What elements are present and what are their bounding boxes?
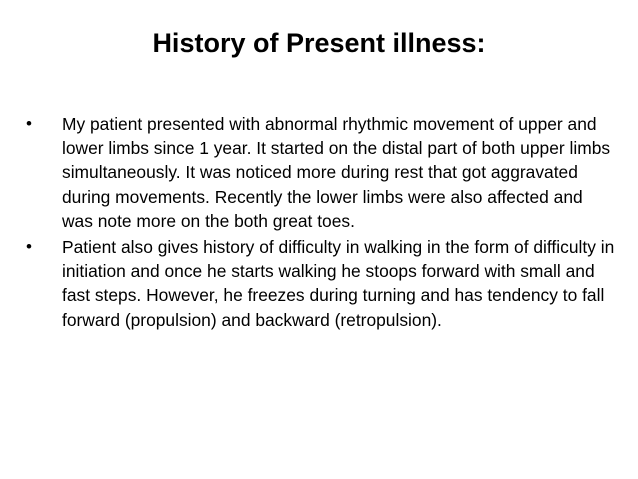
bullet-text: Patient also gives history of difficulty in walking in the form of difficulty in initiation and once he starts walking he stoops forward with small and fast steps. However, he freezes during turning and has tendency to fall forward (propulsion) and backward (retropulsion). [62,237,615,330]
bullet-dot-icon: • [26,237,32,257]
bullet-text: My patient presented with abnormal rhythmic movement of upper and lower limbs since 1 year. It started on the distal part of both upper limbs simultaneously. It was noticed more during rest that got aggravated during movements. Recently the lower limbs were also affected and was note more on the both great toes. [62,114,611,231]
bullet-list [26,112,616,334]
bullet-item [26,235,616,332]
bullet-dot-icon: • [26,114,32,133]
bullet-item [26,112,616,233]
slide-title: History of Present illness: [152,28,486,58]
